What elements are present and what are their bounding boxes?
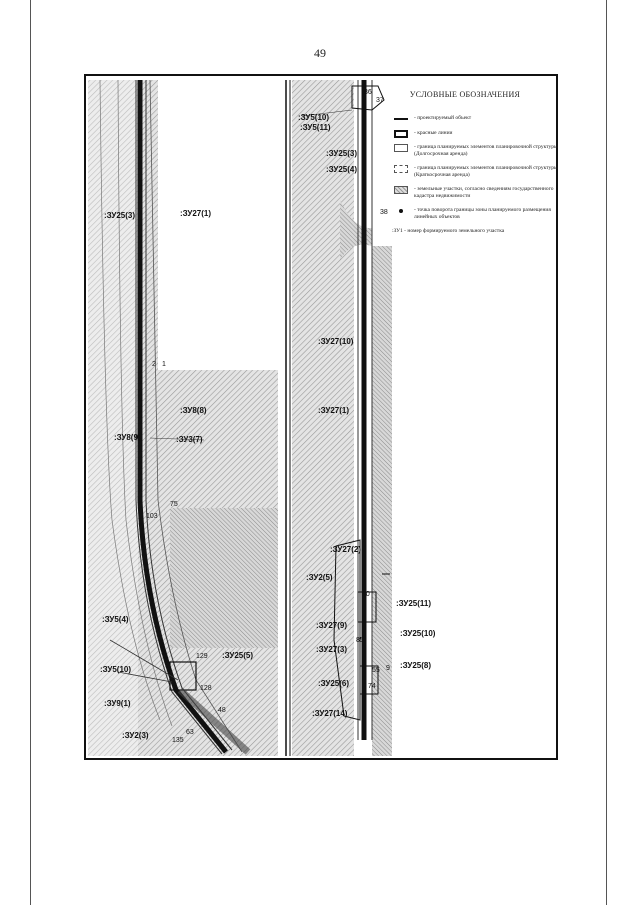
map-legend bbox=[392, 90, 558, 243]
right-parcel-label: :ЗУ5(10) bbox=[298, 113, 330, 122]
right-parcel-label: :ЗУ27(2) bbox=[330, 545, 362, 554]
dashed-box-symbol-icon bbox=[394, 165, 408, 173]
right-point-label: 85 bbox=[356, 637, 364, 644]
left-point-label: 63 bbox=[186, 729, 194, 736]
box-symbol-icon bbox=[394, 144, 408, 152]
left-point-label: 103 bbox=[146, 513, 158, 520]
left-point-label: 1 bbox=[162, 361, 166, 368]
thick-box-symbol-icon bbox=[394, 130, 408, 138]
right-parcel-label: :ЗУ25(11) bbox=[396, 599, 432, 608]
right-east-strip bbox=[372, 246, 392, 756]
left-parcel-block bbox=[170, 508, 278, 648]
right-point-label: 36 bbox=[364, 89, 372, 96]
left-point-label: 128 bbox=[200, 685, 212, 692]
right-background-hatch bbox=[292, 80, 354, 756]
left-point-label: 75 bbox=[170, 501, 178, 508]
legend-item-text: - земельные участки, согласно сведениям государственного кадастра недвижимости bbox=[414, 186, 554, 199]
left-point-label: 129 bbox=[196, 653, 208, 660]
right-parcel-label: :ЗУ27(14) bbox=[312, 709, 348, 718]
legend-item-cadastre-parcels bbox=[392, 186, 558, 199]
left-parcel-label: :ЗУ25(3) bbox=[104, 211, 136, 220]
right-point-label: 37 bbox=[376, 97, 384, 104]
left-point-label: 48 bbox=[218, 707, 226, 714]
legend-item-long-term-lease bbox=[392, 144, 558, 157]
legend-item-red-lines bbox=[392, 130, 558, 137]
right-parcel-label: :ЗУ27(10) bbox=[318, 337, 354, 346]
line-symbol-icon bbox=[394, 118, 408, 120]
right-point-label: 9 bbox=[386, 665, 390, 672]
legend-item-turning-point bbox=[392, 207, 558, 220]
left-parcel-label: :ЗУ2(3) bbox=[122, 731, 149, 740]
right-point-label: 10 bbox=[362, 591, 370, 598]
page-number: 49 bbox=[314, 46, 326, 60]
legend-item-text: :ЗУ1 - номер формируемого земельного участка bbox=[392, 228, 505, 234]
legend-item-text: - красные линии bbox=[414, 129, 453, 136]
left-parcel-label: :ЗУ27(1) bbox=[180, 209, 212, 218]
legend-title: УСЛОВНЫЕ ОБОЗНАЧЕНИЯ bbox=[409, 90, 521, 99]
left-parcel-label: :ЗУ8(9) bbox=[114, 433, 141, 442]
legend-item-text: - точка поворота границы зоны планируемого размещения линейных объектов bbox=[414, 207, 551, 220]
right-parcel-label: :ЗУ25(10) bbox=[400, 629, 436, 638]
left-parcel-label: :ЗУ5(10) bbox=[100, 665, 132, 674]
right-parcel-label: :ЗУ25(3) bbox=[326, 149, 358, 158]
left-point-label: 2 bbox=[152, 361, 156, 368]
left-parcel-label: :ЗУ5(4) bbox=[102, 615, 129, 624]
left-blank-area bbox=[158, 80, 278, 370]
left-point-label: 135 bbox=[172, 737, 184, 744]
left-map-panel bbox=[88, 80, 278, 756]
right-parcel-label: :ЗУ27(3) bbox=[316, 645, 348, 654]
legend-item-parcel-code bbox=[392, 228, 558, 235]
legend-item-text: - граница планируемых элементов планировочной структуры (Краткосрочная аренда) bbox=[414, 165, 558, 178]
right-parcel-label: :ЗУ2(5) bbox=[306, 573, 333, 582]
legend-item-short-term-lease bbox=[392, 165, 558, 178]
right-parcel-label: :ЗУ5(11) bbox=[300, 123, 331, 132]
dot-symbol-icon bbox=[399, 209, 403, 213]
right-parcel-label: :ЗУ25(6) bbox=[318, 679, 350, 688]
right-point-label: 38 bbox=[380, 209, 388, 216]
left-parcel-label: :ЗУ3(7) bbox=[176, 435, 203, 444]
right-parcel-label: :ЗУ25(4) bbox=[326, 165, 358, 174]
right-parcel-label: :ЗУ27(9) bbox=[316, 621, 348, 630]
legend-item-text: - проектируемый объект bbox=[414, 115, 472, 121]
hatch-symbol-icon bbox=[394, 186, 408, 194]
legend-item-proposed-object bbox=[392, 115, 558, 122]
right-parcel-label: :ЗУ27(1) bbox=[318, 406, 350, 415]
left-parcel-label: :ЗУ8(8) bbox=[180, 406, 207, 415]
left-strip bbox=[88, 80, 138, 756]
left-parcel-label: :ЗУ25(5) bbox=[222, 651, 254, 660]
legend-item-text: - граница планируемых элементов планировочной структуры (Долгосрочная аренда) bbox=[414, 144, 558, 157]
left-parcel-label: :ЗУ9(1) bbox=[104, 699, 131, 708]
right-parcel-label: :ЗУ25(8) bbox=[400, 661, 432, 670]
right-point-label: 74 bbox=[368, 683, 376, 690]
right-point-label: 55 bbox=[372, 667, 380, 674]
